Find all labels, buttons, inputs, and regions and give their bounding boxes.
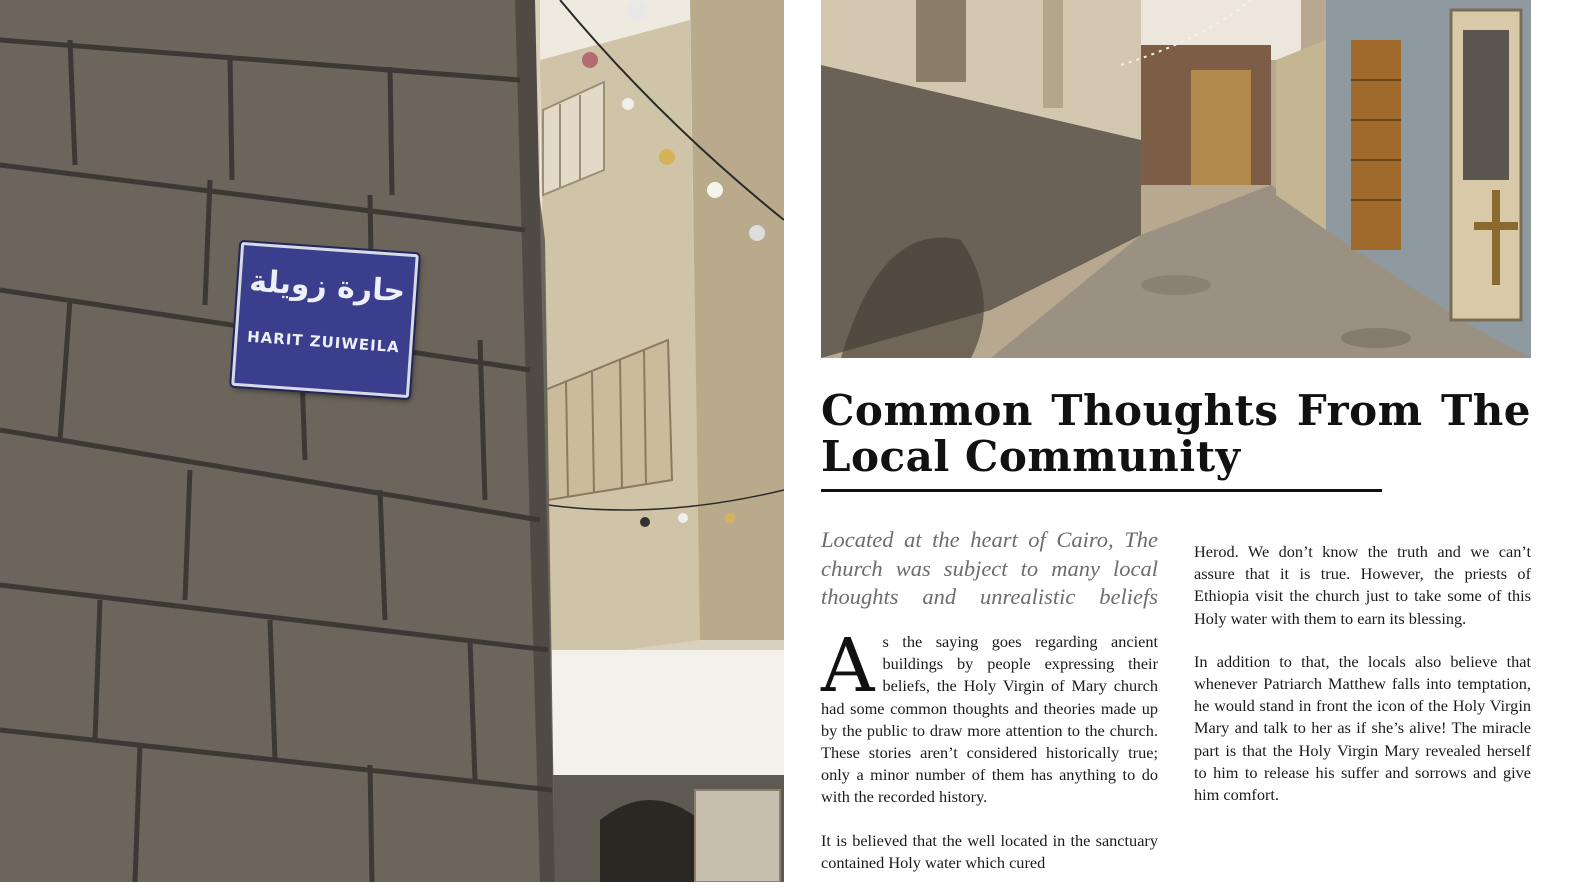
right-paragraph-1: Herod. We don’t know the truth and we can’t assure that it is true. However, the priests of Ethiopia visit the church just to take some of this Holy water with them to earn its blessing. (1194, 542, 1531, 628)
article-standfirst: Located at the heart of Cairo, The church was subject to many local thoughts and unrealistic beliefs (821, 527, 1158, 609)
left-paragraph-2: It is believed that the well located in the sanctuary contained Holy water which cured (821, 830, 1158, 872)
article-column-right (1194, 541, 1531, 827)
street-sign-english: HARIT ZUIWEILA (246, 327, 401, 357)
top-photo-church-alley (821, 0, 1531, 358)
article-headline: Common Thoughts From The Local Community (821, 386, 1531, 481)
headline-divider (821, 489, 1382, 492)
right-paragraph-2: In addition to that, the locals also believe that whenever Patriarch Matthew falls into temptation, he would stand in front the icon of the Holy Virgin Mary and talk to her as if she’s alive! The miracle part is that the Holy Virgin Mary revealed herself to him to release his suffer and sorrows and give him comfort. (1194, 651, 1531, 805)
street-sign (231, 242, 419, 398)
street-sign-arabic: حارة زويلة (248, 263, 407, 310)
left-paragraph-1 (821, 623, 1158, 809)
top-photo-illustration (821, 0, 1531, 358)
article-column-left (821, 623, 1158, 895)
left-photo-stone-wall-alley (0, 0, 784, 882)
left-photo-illustration (0, 0, 784, 882)
drop-cap: A (821, 623, 875, 709)
left-paragraph-1-text: s the saying goes regarding ancient buildings by people expressing their beliefs, the Holy Virgin of Mary church had some common thoughts and theories made up by the public to draw more attention to the church. These stories aren’t considered historically true; only a minor number of them has anything to do with the recorded history. (821, 632, 1158, 807)
